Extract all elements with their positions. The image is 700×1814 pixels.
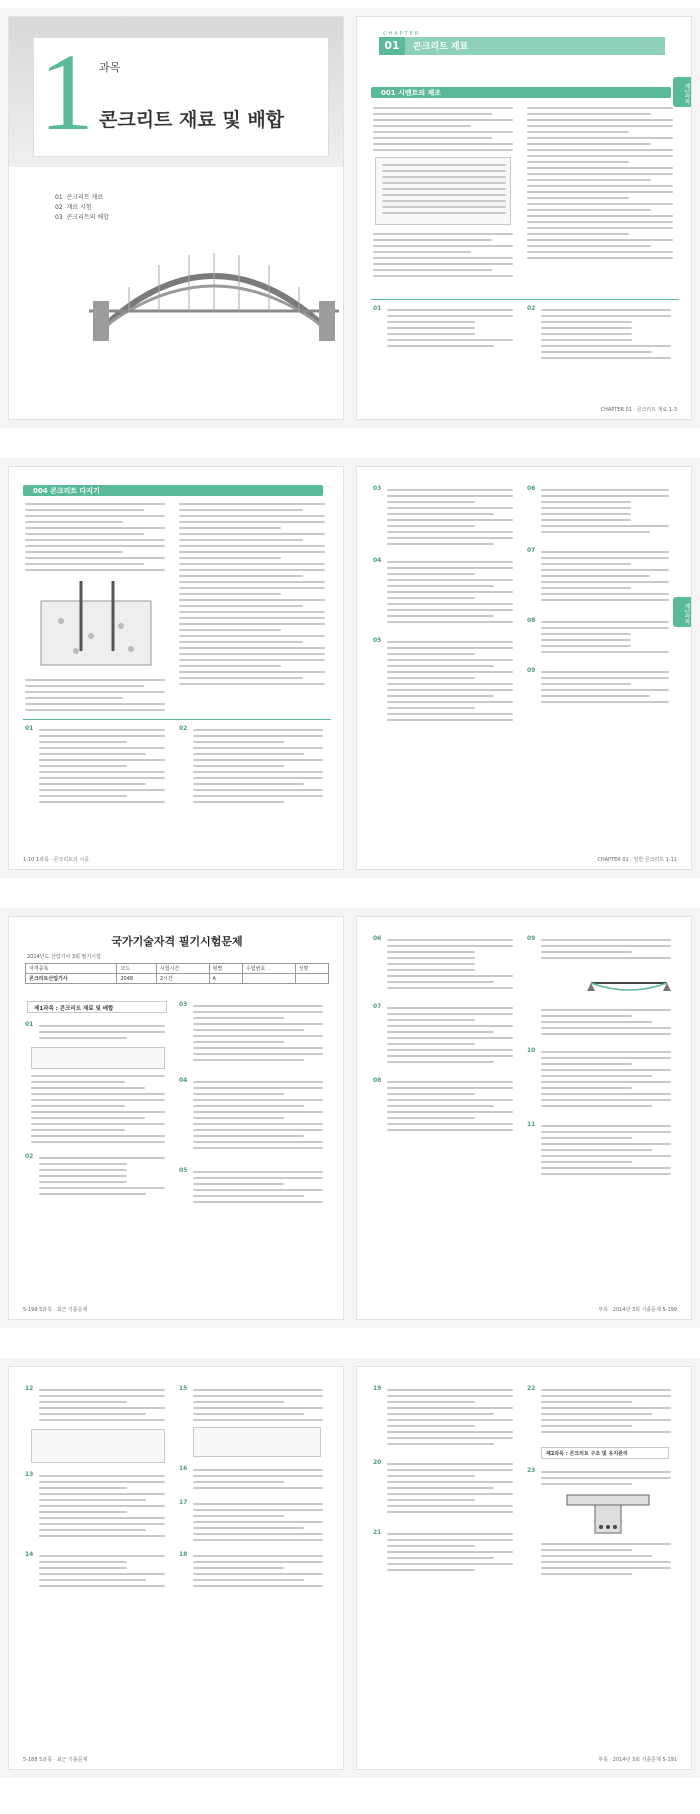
question-text xyxy=(541,939,671,963)
form-cell: A xyxy=(209,974,242,984)
section-text-left xyxy=(25,503,165,575)
toc-label: 재료 시험 xyxy=(66,204,92,211)
question-text xyxy=(39,1389,165,1425)
part-number: 1 xyxy=(39,31,94,153)
exam-header-table xyxy=(25,963,329,984)
page-footer: 1-10 1과목 · 콘크리트의 시공 xyxy=(23,857,89,863)
question-number: 01 xyxy=(373,305,382,312)
cement-table xyxy=(375,157,511,225)
question-text xyxy=(193,1555,323,1591)
question-page xyxy=(356,466,692,870)
question-text xyxy=(387,1081,513,1135)
question-number: 02 xyxy=(25,1153,34,1160)
question-number: 10 xyxy=(527,1047,536,1054)
question-number: 08 xyxy=(373,1077,382,1084)
section-title: 001 시멘트의 제조 xyxy=(381,89,442,97)
part-title: 콘크리트 재료 및 배합 xyxy=(99,109,285,131)
part-label-box xyxy=(541,1447,669,1459)
question-number: 09 xyxy=(527,667,536,674)
question-number: 20 xyxy=(373,1459,382,1466)
page-spread-4 xyxy=(0,1358,700,1778)
question-number: 08 xyxy=(527,617,536,624)
side-tab-part[interactable]: 제1과목 xyxy=(673,77,691,107)
exam-page xyxy=(8,916,344,1320)
question-number: 06 xyxy=(373,935,382,942)
solution-text xyxy=(541,1543,671,1579)
question-number: 07 xyxy=(373,1003,382,1010)
question-text xyxy=(387,1007,513,1067)
question-text xyxy=(39,729,165,807)
divider xyxy=(371,299,679,300)
hdr-cell: 코드 xyxy=(117,964,156,974)
code-cell: 2048 xyxy=(117,974,156,984)
section-header xyxy=(23,485,323,496)
question-number: 19 xyxy=(373,1385,382,1392)
question-text xyxy=(541,489,669,537)
vibrator-diagram xyxy=(31,581,161,673)
question-text xyxy=(39,1157,165,1199)
section-header xyxy=(371,87,671,98)
question-number: 21 xyxy=(373,1529,382,1536)
question-text xyxy=(39,1025,165,1043)
question-text xyxy=(193,1005,323,1065)
toc-item xyxy=(55,203,109,213)
empty-cell xyxy=(295,974,328,984)
hdr-cell: 수험번호 xyxy=(242,964,295,974)
chapter-page xyxy=(356,16,692,420)
page-footer: CHAPTER 01 · 일반 콘크리트 1-11 xyxy=(597,857,677,863)
question-number: 12 xyxy=(25,1385,34,1392)
page-spread-2 xyxy=(0,458,700,878)
part-label: 제2과목 : 콘크리트 구조 및 유지관리 xyxy=(546,1451,628,1457)
job-cell: 콘크리트산업기사 xyxy=(26,974,117,984)
question-number: 07 xyxy=(527,547,536,554)
beam-diagram xyxy=(587,963,671,1003)
question-number: 05 xyxy=(373,637,382,644)
question-text xyxy=(541,1471,671,1489)
question-number: 13 xyxy=(25,1471,34,1478)
question-text xyxy=(193,1081,323,1153)
data-table xyxy=(193,1427,321,1457)
question-number: 09 xyxy=(527,935,536,942)
question-number: 02 xyxy=(527,305,536,312)
part-label-box xyxy=(27,1001,167,1013)
t-beam-diagram xyxy=(563,1491,653,1537)
question-number: 01 xyxy=(25,725,34,732)
hdr-cell: 형별 xyxy=(209,964,242,974)
page-footer: 부록 · 2014년 3회 기출문제 5-199 xyxy=(598,1307,677,1313)
question-number: 22 xyxy=(527,1385,536,1392)
question-number: 14 xyxy=(25,1551,34,1558)
solution-text xyxy=(31,1075,165,1147)
solution-text xyxy=(541,1009,671,1039)
question-number: 02 xyxy=(179,725,188,732)
question-text xyxy=(541,671,669,707)
question-number: 15 xyxy=(179,1385,188,1392)
part-kind: 과목 xyxy=(99,61,121,74)
question-text xyxy=(387,561,513,627)
section-text-left xyxy=(373,107,513,155)
empty-cell xyxy=(242,974,295,984)
chapter-number: 01 xyxy=(379,37,405,55)
page-footer: 부록 · 2014년 3회 기출문제 5-191 xyxy=(598,1757,677,1763)
question-text xyxy=(193,1171,323,1207)
question-text xyxy=(193,1389,323,1425)
question-text xyxy=(387,939,513,993)
question-text xyxy=(541,621,669,657)
question-number: 06 xyxy=(527,485,536,492)
toc-num: 02 xyxy=(55,204,63,211)
question-number: 03 xyxy=(373,485,382,492)
lesson-page xyxy=(8,466,344,870)
hdr-cell: 자격종목 xyxy=(26,964,117,974)
question-number: 03 xyxy=(179,1001,188,1008)
exam-subtitle: 2014년도 산업기사 3회 필기시험 xyxy=(27,954,101,960)
divider xyxy=(23,719,331,720)
question-text xyxy=(541,1125,671,1179)
exam-title: 국가기술자격 필기시험문제 xyxy=(111,935,243,948)
toc-item xyxy=(55,193,109,203)
section-text-right xyxy=(527,107,673,263)
hdr-cell: 성명 xyxy=(295,964,328,974)
question-text xyxy=(387,1389,513,1449)
section-text-left-2 xyxy=(373,233,513,281)
section-title: 004 콘크리트 다지기 xyxy=(33,487,100,495)
question-number: 04 xyxy=(373,557,382,564)
part-label: 제1과목 : 콘크리트 재료 및 배합 xyxy=(34,1006,114,1012)
question-text xyxy=(193,729,323,807)
page-spread-3 xyxy=(0,908,700,1328)
question-text xyxy=(39,1555,165,1591)
toc-num: 01 xyxy=(55,194,63,201)
bridge-illustration xyxy=(89,231,339,351)
cover-toc xyxy=(55,193,109,223)
question-text xyxy=(39,1475,165,1541)
question-number: 01 xyxy=(25,1021,34,1028)
question-number: 18 xyxy=(179,1551,188,1558)
question-text xyxy=(387,1463,513,1517)
question-number: 05 xyxy=(179,1167,188,1174)
question-text xyxy=(387,489,513,549)
chapter-title: 콘크리트 재료 xyxy=(413,42,469,52)
question-text xyxy=(541,309,671,363)
question-text xyxy=(541,1051,671,1111)
toc-num: 03 xyxy=(55,214,63,221)
question-number: 11 xyxy=(527,1121,536,1128)
section-text-right xyxy=(179,503,325,689)
page-spread-1 xyxy=(0,8,700,428)
page-footer: CHAPTER 01 · 콘크리트 재료 1-3 xyxy=(600,407,677,413)
chapter-label: CHAPTER xyxy=(383,31,421,37)
toc-label: 콘크리트의 배합 xyxy=(66,214,109,221)
data-table xyxy=(31,1429,165,1463)
part-cover-page xyxy=(8,16,344,420)
question-number: 16 xyxy=(179,1465,188,1472)
data-table xyxy=(31,1047,165,1069)
page-footer: 5-199 5과목 · 최근 기출문제 xyxy=(23,1307,88,1313)
question-number: 04 xyxy=(179,1077,188,1084)
question-text xyxy=(387,1533,513,1575)
hdr-cell: 시험시간 xyxy=(156,964,209,974)
side-tab-part[interactable]: 제1과목 xyxy=(673,597,691,627)
question-number: 17 xyxy=(179,1499,188,1506)
question-text xyxy=(541,551,669,605)
question-text xyxy=(387,641,513,725)
question-text xyxy=(193,1469,323,1493)
question-text xyxy=(541,1389,671,1437)
question-text xyxy=(387,309,513,351)
time-cell: 2시간 xyxy=(156,974,209,984)
question-text xyxy=(193,1503,323,1545)
exam-page xyxy=(356,916,692,1320)
toc-item xyxy=(55,213,109,223)
exam-page xyxy=(8,1366,344,1770)
toc-label: 콘크리트 재료 xyxy=(66,194,104,201)
page-footer: 5-188 5과목 · 최근 기출문제 xyxy=(23,1757,88,1763)
exam-page xyxy=(356,1366,692,1770)
section-text-left-2 xyxy=(25,679,165,715)
question-number: 23 xyxy=(527,1467,536,1474)
